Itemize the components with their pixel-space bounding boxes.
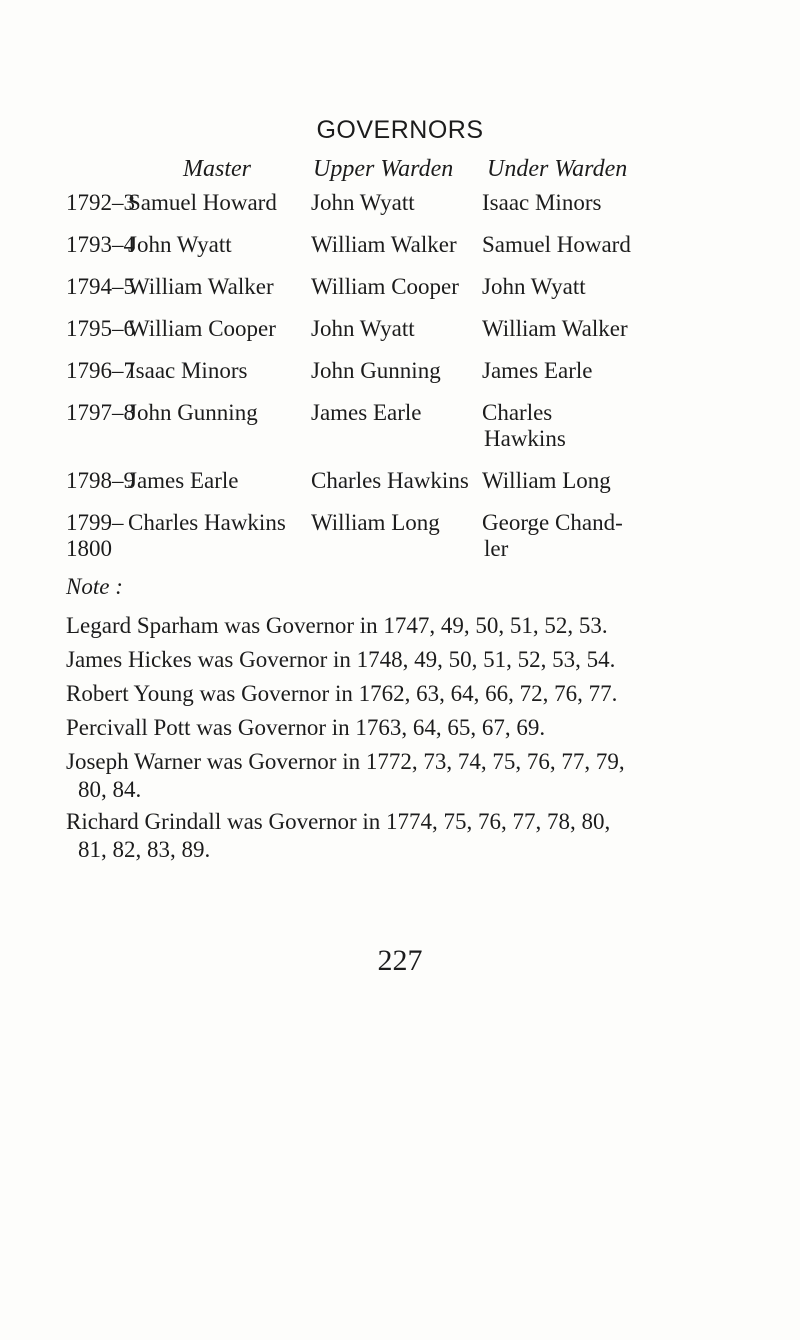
- row-years: 1793–4: [66, 232, 135, 257]
- note-item: Legard Sparham was Governor in 1747, 49, 50, 51, 52, 53.: [66, 613, 608, 638]
- note-label: Note :: [66, 574, 123, 599]
- row-upper-warden: John Gunning: [311, 358, 441, 383]
- row-master: James Earle: [128, 468, 239, 493]
- row-master: Samuel Howard: [128, 190, 277, 215]
- row-upper-warden: Charles Hawkins: [311, 468, 469, 493]
- row-under-warden: Samuel Howard: [482, 232, 631, 257]
- column-header-upper-warden: Upper Warden: [313, 156, 454, 182]
- row-master: John Wyatt: [128, 232, 232, 257]
- row-years: 1797–8: [66, 400, 135, 425]
- row-under-warden: George Chand- ler: [482, 510, 623, 561]
- note-item: Percivall Pott was Governor in 1763, 64, 65, 67, 69.: [66, 715, 546, 740]
- row-years: 1798–9: [66, 468, 135, 493]
- row-years: 1796–7: [66, 358, 135, 383]
- row-years: 1795–6: [66, 316, 135, 341]
- row-upper-warden: John Wyatt: [311, 316, 415, 341]
- row-master: William Cooper: [128, 316, 276, 341]
- note-item: James Hickes was Governor in 1748, 49, 50, 51, 52, 53, 54.: [66, 647, 616, 672]
- row-under-warden: William Walker: [482, 316, 628, 341]
- note-item: Robert Young was Governor in 1762, 63, 64, 66, 72, 76, 77.: [66, 681, 618, 706]
- row-years: 1799– 1800: [66, 510, 124, 561]
- row-upper-warden: William Long: [311, 510, 440, 535]
- row-upper-warden: John Wyatt: [311, 190, 415, 215]
- row-master: Isaac Minors: [128, 358, 248, 383]
- row-master: William Walker: [128, 274, 274, 299]
- row-master: John Gunning: [128, 400, 258, 425]
- row-under-warden: James Earle: [482, 358, 593, 383]
- row-master: Charles Hawkins: [128, 510, 286, 535]
- row-under-warden: William Long: [482, 468, 611, 493]
- page-number: 227: [377, 944, 423, 977]
- row-upper-warden: James Earle: [311, 400, 422, 425]
- column-header-under-warden: Under Warden: [487, 156, 628, 182]
- row-under-warden: Isaac Minors: [482, 190, 602, 215]
- page-heading: GOVERNORS: [316, 116, 484, 144]
- row-years: 1794–5: [66, 274, 135, 299]
- row-under-warden: Charles Hawkins: [482, 400, 566, 451]
- row-years: 1792–3: [66, 190, 135, 215]
- row-under-warden: John Wyatt: [482, 274, 586, 299]
- row-upper-warden: William Walker: [311, 232, 457, 257]
- note-item: Joseph Warner was Governor in 1772, 73, 74, 75, 76, 77, 79, 80, 84.: [66, 749, 625, 802]
- note-item: Richard Grindall was Governor in 1774, 75, 76, 77, 78, 80, 81, 82, 83, 89.: [66, 809, 611, 862]
- column-header-master: Master: [183, 156, 251, 182]
- row-upper-warden: William Cooper: [311, 274, 459, 299]
